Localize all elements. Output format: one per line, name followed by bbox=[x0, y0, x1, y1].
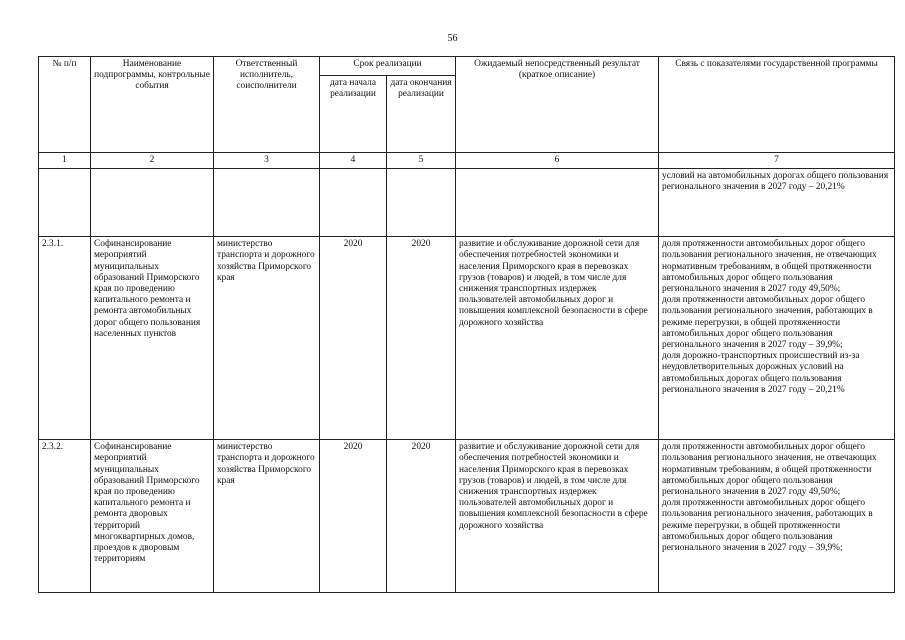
indicator-text: доля протяженности автомобильных дорог общего пользования регионального значения, не отвечающих нормативным требованиям, в общей протяженности автомобильных дорог общего пользования регионального значения в 2027 году 49,50%; bbox=[662, 239, 877, 295]
header-col-result: Ожидаемый непосредственный результат (краткое описание) bbox=[456, 57, 659, 153]
expected-result: развитие и обслуживание дорожной сети для обеспечения потребностей экономики и населения Приморского края в перевозках грузов (товаров) и людей, в том числе для снижения транспортных издержек пользователей автомобильных дорог и повышения комплексной безопасности в сфере дорожного хозяйства bbox=[456, 237, 659, 440]
header-col-period: Срок реализации bbox=[320, 57, 456, 76]
column-number: 3 bbox=[214, 153, 320, 169]
header-col-number: № п/п bbox=[39, 57, 91, 153]
program-indicators bbox=[659, 440, 895, 593]
indicator-text: доля дорожно-транспортных происшествий из-за неудовлетворительных дорожных условий на автомобильных дорогах общего пользования регионального значения в 2027 году – 20,21% bbox=[662, 351, 860, 395]
column-number: 5 bbox=[387, 153, 456, 169]
link-text: условий на автомобильных дорогах общего пользования регионального значения в 2027 году – 20,21% bbox=[659, 169, 895, 237]
header-col-start: дата начала реализации bbox=[320, 76, 387, 153]
row-number: 2.3.1. bbox=[39, 237, 91, 440]
header-row bbox=[39, 57, 895, 76]
start-date: 2020 bbox=[320, 440, 387, 593]
program-events-table bbox=[38, 56, 895, 593]
event-name: Софинансирование мероприятий муниципальных образований Приморского края по проведению капитального ремонта и ремонта дворовых территорий многоквартирных домов, проездов к дворовым территориям bbox=[91, 440, 214, 593]
row-number: 2.3.2. bbox=[39, 440, 91, 593]
start-date: 2020 bbox=[320, 237, 387, 440]
column-number: 6 bbox=[456, 153, 659, 169]
header-col-executor: Ответственный исполнитель, соисполнители bbox=[214, 57, 320, 153]
expected-result: развитие и обслуживание дорожной сети для обеспечения потребностей экономики и населения Приморского края в перевозках грузов (товаров) и людей, в том числе для снижения транспортных издержек пользователей автомобильных дорог и повышения комплексной безопасности в сфере дорожного хозяйства bbox=[456, 440, 659, 593]
header-col-end: дата окончания реализации bbox=[387, 76, 456, 153]
table-row-continuation bbox=[39, 169, 895, 237]
header-col-name: Наименование подпрограммы, контрольные события bbox=[91, 57, 214, 153]
event-name: Софинансирование мероприятий муниципальных образований Приморского края по проведению капитального ремонта и ремонта автомобильных дорог общего пользования населенных пунктов bbox=[91, 237, 214, 440]
column-number: 4 bbox=[320, 153, 387, 169]
column-number: 7 bbox=[659, 153, 895, 169]
table-row bbox=[39, 440, 895, 593]
end-date: 2020 bbox=[387, 440, 456, 593]
header-col-link: Связь с показателями государственной программы bbox=[659, 57, 895, 153]
table-row bbox=[39, 237, 895, 440]
column-number-row bbox=[39, 153, 895, 169]
program-indicators bbox=[659, 237, 895, 440]
end-date: 2020 bbox=[387, 237, 456, 440]
indicator-text: доля протяженности автомобильных дорог общего пользования регионального значения, работающих в режиме перегрузки, в общей протяженности автомобильных дорог общего пользования регионального значения в 2027 году – 39,9%; bbox=[662, 498, 873, 554]
indicator-text: доля протяженности автомобильных дорог общего пользования регионального значения, работающих в режиме перегрузки, в общей протяженности автомобильных дорог общего пользования регионального значения в 2027 году – 39,9%; bbox=[662, 295, 873, 351]
column-number: 1 bbox=[39, 153, 91, 169]
column-number: 2 bbox=[91, 153, 214, 169]
executor: министерство транспорта и дорожного хозяйства Приморского края bbox=[214, 237, 320, 440]
executor: министерство транспорта и дорожного хозяйства Приморского края bbox=[214, 440, 320, 593]
indicator-text: доля протяженности автомобильных дорог общего пользования регионального значения, не отвечающих нормативным требованиям, в общей протяженности автомобильных дорог общего пользования регионального значения в 2027 году 49,50%; bbox=[662, 442, 877, 498]
page-number: 56 bbox=[447, 33, 458, 44]
